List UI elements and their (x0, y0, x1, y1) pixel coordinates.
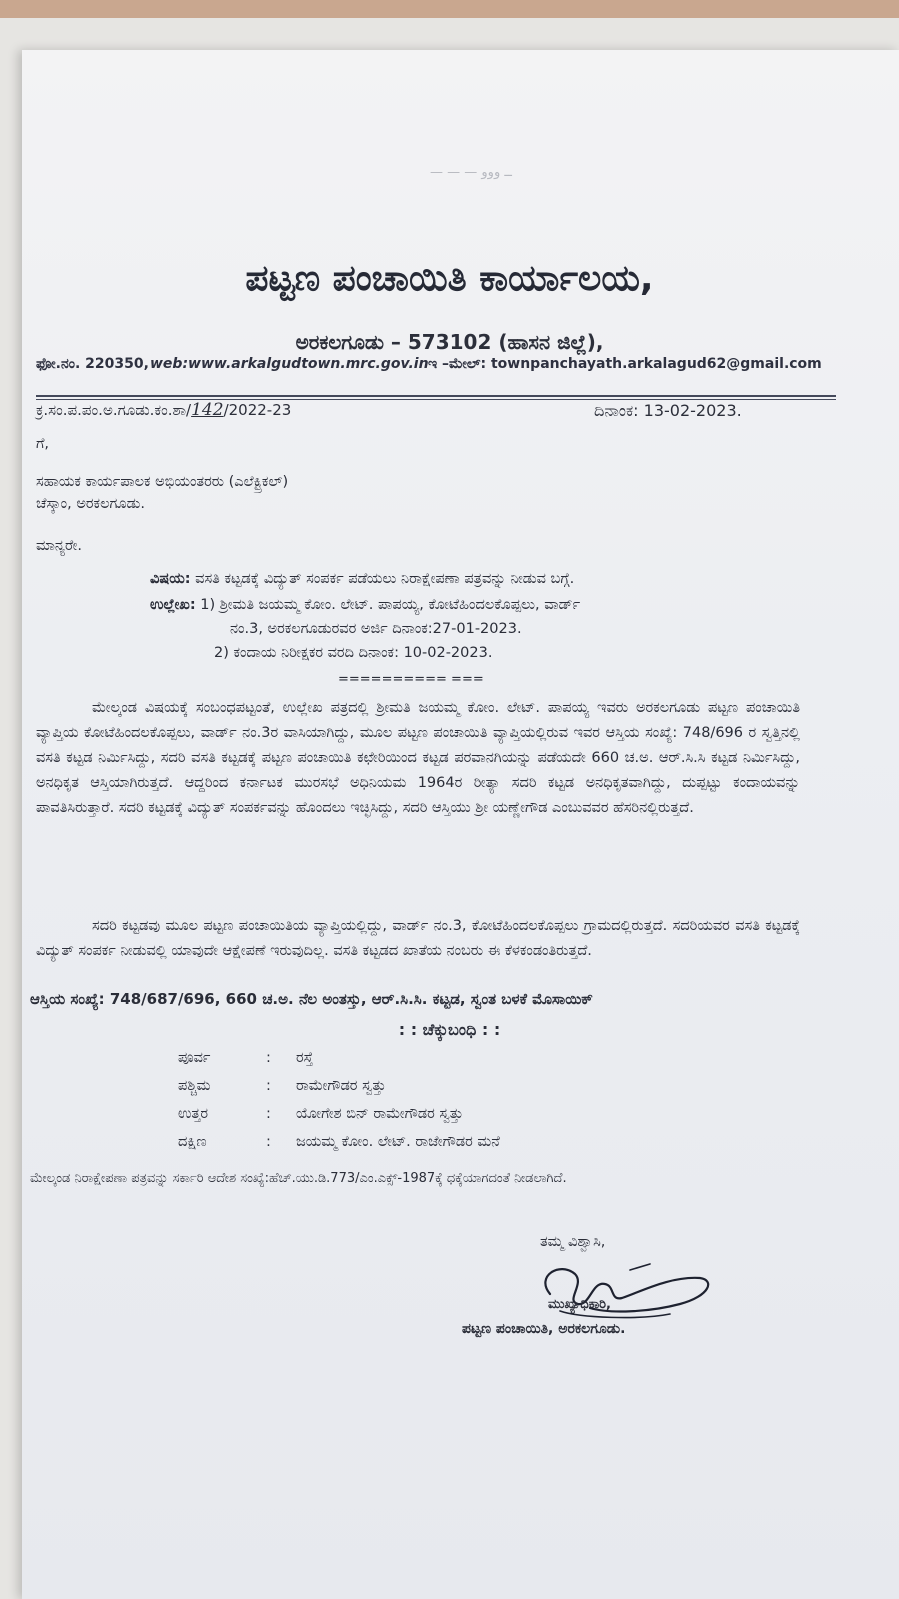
to-label: ಗೆ, (36, 436, 50, 452)
ref-suffix: /2022-23 (223, 401, 292, 419)
recipient-line-2: ಚೆಸ್ಕಾಂ, ಅರಕಲಗೂಡು. (36, 496, 146, 512)
email: ಇ –ಮೇಲ್: townpanchayath.arkalagud62@gmail.com (428, 356, 822, 372)
handwritten-signature (530, 1256, 720, 1326)
property-details: ಆಸ್ತಿಯ ಸಂಖ್ಯೆ: 748/687/696, 660 ಚ.ಅ. ನೆಲ ಅಂತಸ್ತು, ಆರ್.ಸಿ.ಸಿ. ಕಟ್ಟಡ, ಸ್ವಂತ ಬಳಕೆ ಮೊಸಾಯಿಕ್ (30, 990, 593, 1008)
boundary-separator: : (266, 1050, 271, 1066)
header-rule (36, 395, 836, 397)
ref-prefix: ಕ್ರ.ಸಂ.ಪ.ಪಂ.ಅ.ಗೂಡು.ಕಂ.ಶಾ/ (36, 401, 192, 419)
boundary-direction: ಪೂರ್ವ (178, 1050, 211, 1066)
subject-line (150, 571, 574, 587)
subject-label: ವಿಷಯ: (150, 571, 191, 587)
divider-line: ========== === (338, 672, 484, 687)
reference-number (36, 400, 291, 420)
reference-line-1 (150, 597, 580, 613)
boundary-value: ಯೋಗೇಶ ಬಿನ್ ರಾಮೇಗೌಡರ ಸ್ವತ್ತು (296, 1106, 464, 1122)
boundary-direction: ಪಶ್ಚಿಮ (178, 1078, 211, 1094)
boundary-separator: : (266, 1134, 271, 1150)
designation: ಮುಖ್ಯಾಧಿಕಾರಿ, (548, 1297, 611, 1312)
issuing-office: ಪಟ್ಟಣ ಪಂಚಾಯಿತಿ, ಅರಕಲಗೂಡು. (462, 1321, 626, 1337)
boundary-value: ರಸ್ತೆ (296, 1050, 314, 1066)
order-reference-line: ಮೇಲ್ಕಂಡ ನಿರಾಕ್ಷೇಪಣಾ ಪತ್ರವನ್ನು ಸರ್ಕಾರಿ ಆದೇಶ ಸಂಖ್ಯೆ:ಹೆಚ್.ಯು.ಡಿ.773/ಎಂ.ಎಕ್ಸ್-1987ಕ್ಕೆ ಧಕ್ಕೆಯಾಗದಂತೆ ನೀಡಲಾಗಿದೆ. (30, 1171, 567, 1186)
boundary-direction: ಉತ್ತರ (178, 1106, 209, 1122)
reference-label: ಉಲ್ಲೇಖ: (150, 597, 196, 613)
subject-text: ವಸತಿ ಕಟ್ಟಡಕ್ಕೆ ವಿದ್ಯುತ್ ಸಂಪರ್ಕ ಪಡೆಯಲು ನಿರಾಕ್ಷೇಪಣಾ ಪತ್ರವನ್ನು ನೀಡುವ ಬಗ್ಗೆ. (195, 571, 575, 587)
salutation: ಮಾನ್ಯರೇ. (36, 538, 83, 554)
office-address: ಅರಕಲಗೂಡು – 573102 (ಹಾಸನ ಜಿಲ್ಲೆ), (295, 330, 604, 354)
boundary-value: ಜಯಮ್ಮ ಕೋಂ. ಲೇಟ್. ರಾಜೇಗೌಡರ ಮನೆ (296, 1134, 500, 1150)
reference-2: 2) ಕಂದಾಯ ನಿರೀಕ್ಷಕರ ವರದಿ ದಿನಾಂಕ: 10-02-2023. (214, 645, 493, 661)
letter-date: ದಿನಾಂಕ: 13-02-2023. (594, 401, 742, 420)
faint-bleed-text: — — — ــ ووو (430, 165, 512, 180)
boundary-separator: : (266, 1106, 271, 1122)
reference-1a: 1) ಶ್ರೀಮತಿ ಜಯಮ್ಮ ಕೋಂ. ಲೇಟ್. ಪಾಪಯ್ಯ, ಕೋಟೆಹಿಂದಲಕೊಪ್ಪಲು, ವಾರ್ಡ್ (200, 597, 581, 613)
boundary-separator: : (266, 1078, 271, 1094)
body-paragraph-2: ಸದರಿ ಕಟ್ಟಡವು ಮೂಲ ಪಟ್ಟಣ ಪಂಚಾಯಿತಿಯ ವ್ಯಾಪ್ತಿಯಲ್ಲಿದ್ದು, ವಾರ್ಡ್ ನಂ.3, ಕೋಟೆಹಿಂದಲಕೊಪ್ಪಲು ಗ್ರಾಮದಲ್ಲಿರುತ್ತದೆ. ಸದರಿಯವರ ವಸತಿ ಕಟ್ಟಡಕ್ಕೆ ವಿದ್ಯುತ್ ಸಂಪರ್ಕ ನೀಡುವಲ್ಲಿ ಯಾವುದೇ ಆಕ್ಷೇಪಣೆ ಇರುವುದಿಲ್ಲ. ವಸತಿ ಕಟ್ಟಡದ ಖಾತೆಯ ನಂಬರು ಈ ಕೆಳಕಂಡಂತಿರುತ್ತದೆ. (36, 918, 800, 959)
yours-faithfully: ತಮ್ಮ ವಿಶ್ವಾಸಿ, (540, 1234, 606, 1250)
boundary-direction: ದಕ್ಷಿಣ (178, 1134, 207, 1150)
website: web:www.arkalgudtown.mrc.gov.in (150, 356, 429, 372)
recipient-line-1: ಸಹಾಯಕ ಕಾರ್ಯಪಾಲಕ ಅಭಿಯಂತರರು (ಎಲೆಕ್ಟ್ರಿಕಲ್) (36, 474, 289, 490)
phone-number: ಫೋ.ನಂ. 220350, (36, 356, 149, 372)
office-title: ಪಟ್ಟಣ ಪಂಚಾಯಿತಿ ಕಾರ್ಯಾಲಯ, (245, 258, 654, 299)
ref-handwritten-number: 142 (191, 400, 224, 420)
boundary-value: ರಾಮೇಗೌಡರ ಸ್ವತ್ತು (296, 1078, 386, 1094)
body-paragraph-1: ಮೇಲ್ಕಂಡ ವಿಷಯಕ್ಕೆ ಸಂಬಂಧಪಟ್ಟಂತೆ, ಉಲ್ಲೇಖ ಪತ್ರದಲ್ಲಿ ಶ್ರೀಮತಿ ಜಯಮ್ಮ ಕೋಂ. ಲೇಟ್. ಪಾಪಯ್ಯ ಇವರು ಅರಕಲಗೂಡು ಪಟ್ಟಣ ಪಂಚಾಯಿತಿ ವ್ಯಾಪ್ತಿಯ ಕೋಟೆಹಿಂದಲಕೊಪ್ಪಲು, ವಾರ್ಡ್ ನಂ.3ರ ವಾಸಿಯಾಗಿದ್ದು, ಮೂಲ ಪಟ್ಟಣ ಪಂಚಾಯಿತಿ ವ್ಯಾಪ್ತಿಯಲ್ಲಿರುವ ಇವರ ಆಸ್ತಿಯ ಸಂಖ್ಯೆ: 748/696 ರ ಸ್ವತ್ತಿನಲ್ಲಿ ವಸತಿ ಕಟ್ಟಡ ನಿರ್ಮಿಸಿದ್ದು, ಸದರಿ ವಸತಿ ಕಟ್ಟಡಕ್ಕೆ ಪಟ್ಟಣ ಪಂಚಾಯಿತಿ ಕಛೇರಿಯಿಂದ ಕಟ್ಟಡ ಪರವಾನಗಿಯನ್ನು ಪಡೆಯದೇ 660 ಚ.ಅ. ಆರ್.ಸಿ.ಸಿ ಕಟ್ಟಡ ನಿರ್ಮಿಸಿದ್ದು, ಅನಧಿಕೃತ ಆಸ್ತಿಯಾಗಿರುತ್ತದೆ. ಆದ್ದರಿಂದ ಕರ್ನಾಟಕ ಮುರಸಭೆ ಅಧಿನಿಯಮ 1964ರ ರೀತ್ಯಾ ಸದರಿ ಕಟ್ಟಡ ಅನಧಿಕೃತವಾಗಿದ್ದು, ದುಪ್ಪಟ್ಟು ಕಂದಾಯವನ್ನು ಪಾವತಿಸಿರುತ್ತಾರೆ. ಸದರಿ ಕಟ್ಟಡಕ್ಕೆ ವಿದ್ಯುತ್ ಸಂಪರ್ಕವನ್ನು ಹೊಂದಲು ಇಚ್ಛಿಸಿದ್ದು, ಸದರಿ ಆಸ್ತಿಯು ಶ್ರೀ ಯಣ್ಣೇಗೌಡ ಎಂಬುವವರ ಹೆಸರಿನಲ್ಲಿರುತ್ತದೆ. (36, 700, 800, 816)
reference-1b: ನಂ.3, ಅರಕಲಗೂಡುರವರ ಅರ್ಜಿ ದಿನಾಂಕ:27-01-2023. (230, 621, 522, 637)
boundaries-heading: : : ಚೆಕ್ಕುಬಂಧಿ : : (398, 1020, 501, 1039)
